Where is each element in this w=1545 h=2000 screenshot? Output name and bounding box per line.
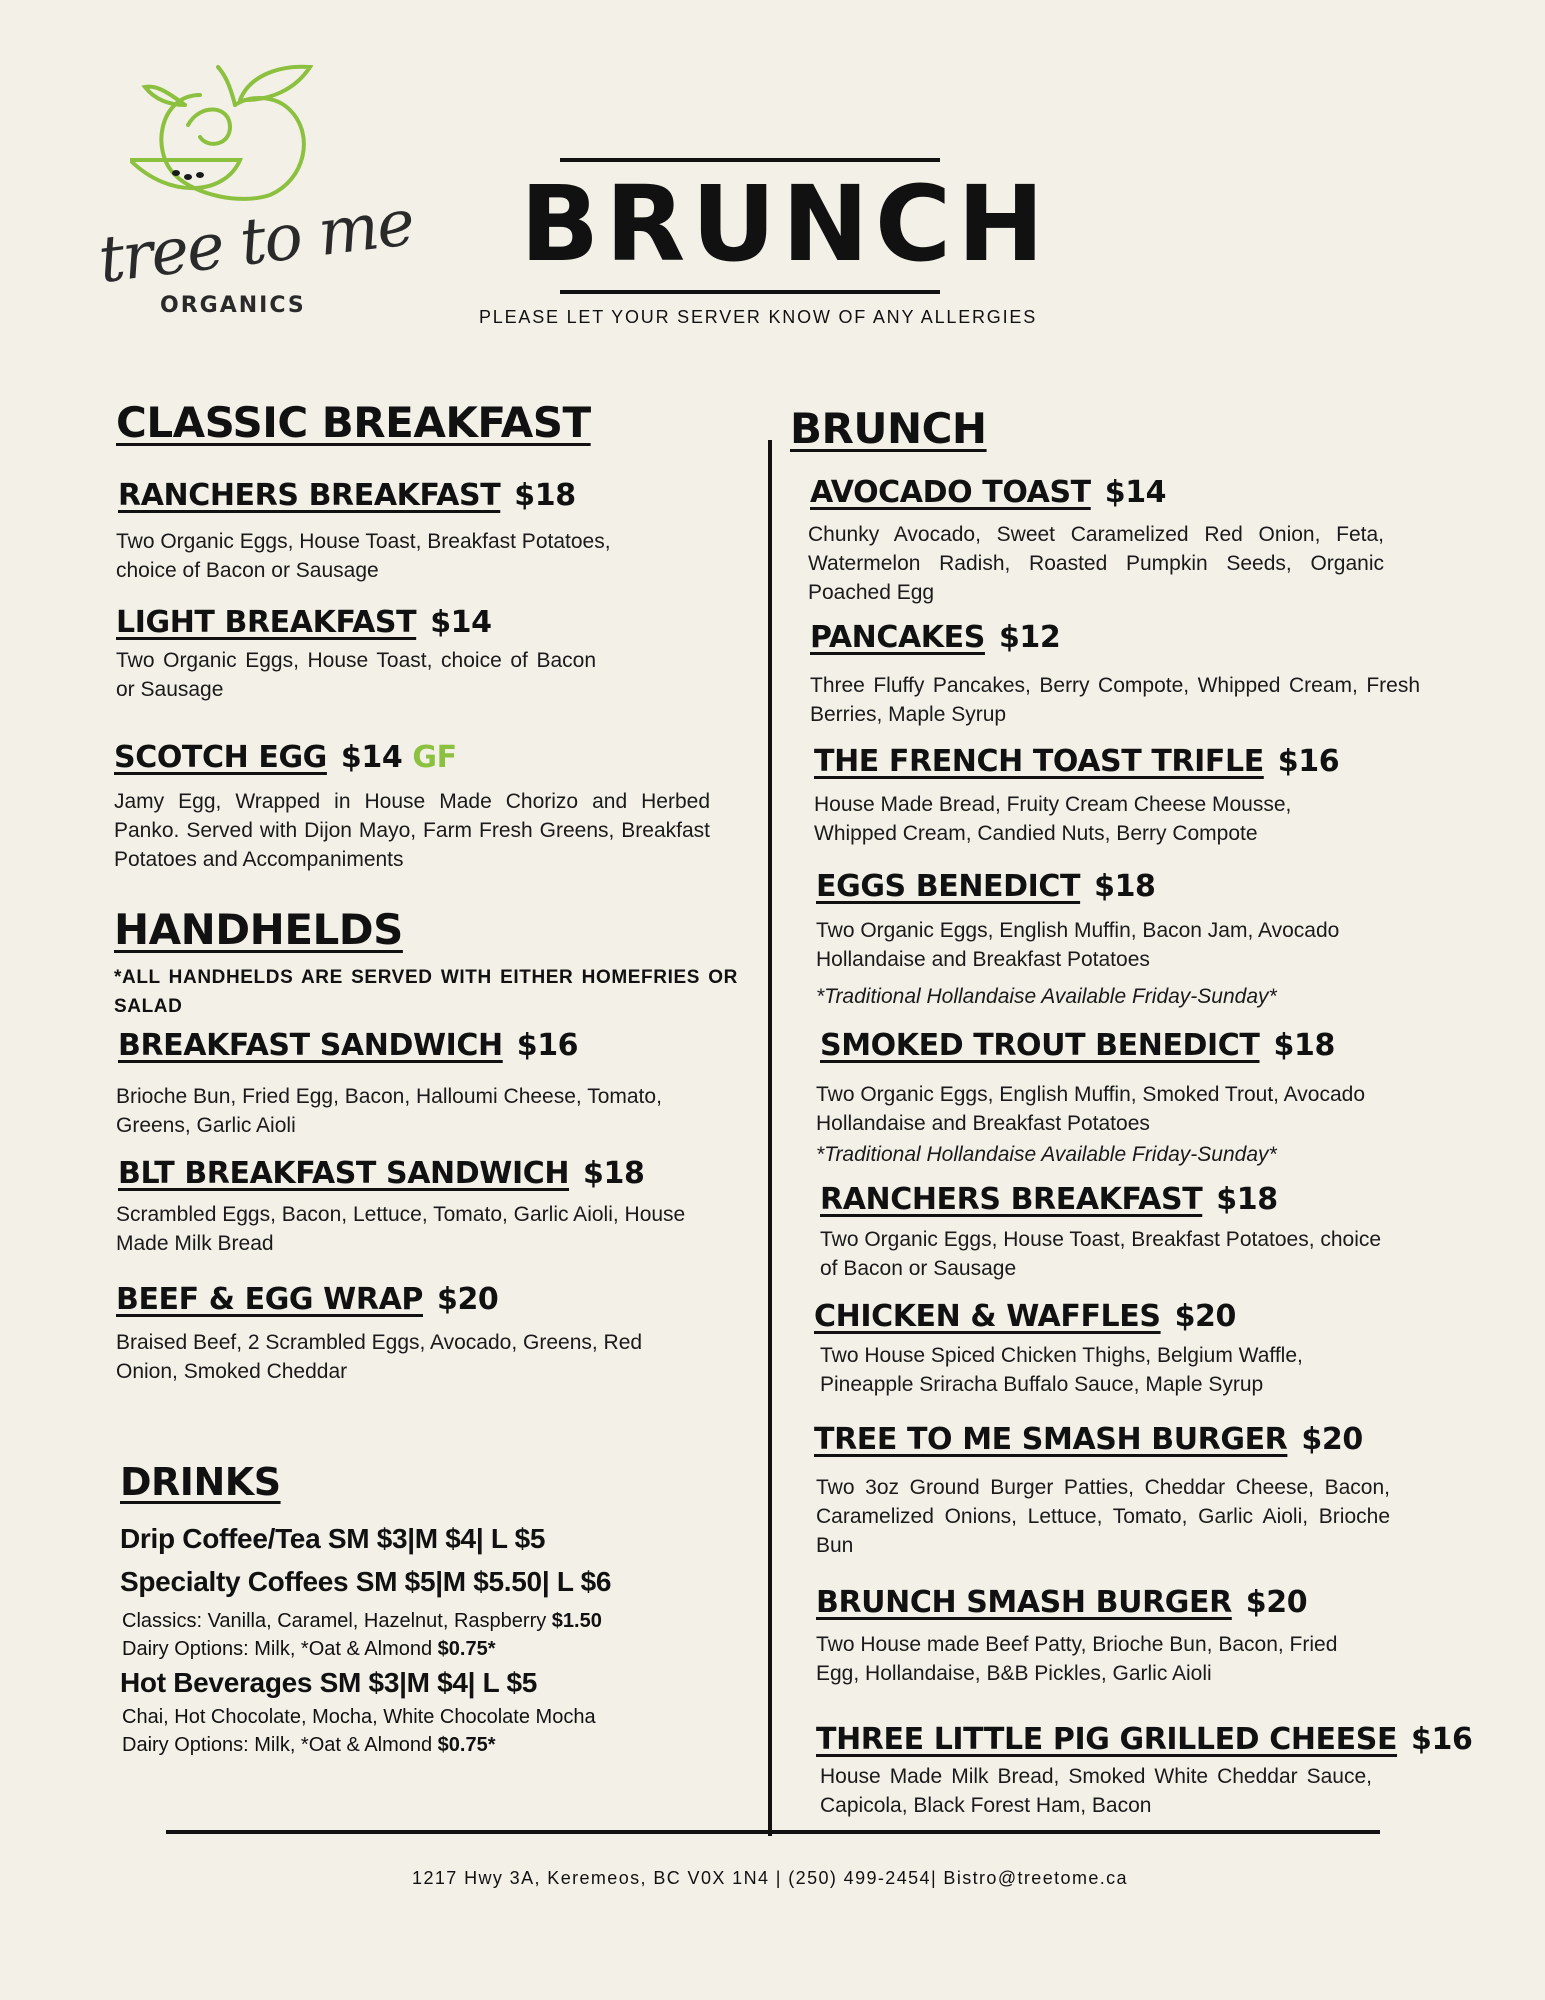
section-title-handhelds: HANDHELDS (114, 905, 403, 954)
drink-drip-coffee: Drip Coffee/Tea SM $3|M $4| L $5 (120, 1523, 546, 1554)
item-description: Three Fluffy Pancakes, Berry Compote, Whipped Cream, Fresh Berries, Maple Syrup (810, 674, 1420, 726)
item-name: CHICKEN & WAFFLES (814, 1299, 1161, 1334)
item-name: SMOKED TROUT BENEDICT (820, 1028, 1260, 1063)
item-price: $16 (1277, 744, 1340, 779)
hot-beverages-desc: Chai, Hot Chocolate, Mocha, White Chocolate Mocha (122, 1706, 596, 1728)
section-title-drinks: DRINKS (120, 1460, 281, 1504)
item-description: Scrambled Eggs, Bacon, Lettuce, Tomato, Garlic Aioli, House Made Milk Bread (116, 1203, 686, 1255)
page-title: BRUNCH (520, 163, 1051, 285)
drink-classics-line (122, 1607, 602, 1635)
item-description: Two Organic Eggs, House Toast, Breakfast Potatoes, choice of Bacon or Sausage (116, 530, 611, 582)
item-name: BREAKFAST SANDWICH (118, 1028, 503, 1063)
item-name: THE FRENCH TOAST TRIFLE (814, 744, 1264, 779)
item-price: $18 (1273, 1028, 1335, 1063)
menu-item-chicken-waffles (814, 1299, 1236, 1334)
title-rule-bottom (560, 290, 940, 294)
item-description: Jamy Egg, Wrapped in House Made Chorizo and Herbed Panko. Served with Dijon Mayo, Farm Fresh Greens, Breakfast Potatoes and Accompaniments (114, 790, 710, 871)
item-name: THREE LITTLE PIG GRILLED CHEESE (816, 1722, 1398, 1757)
item-price: $14 (1104, 475, 1167, 510)
item-note: *Traditional Hollandaise Available Friday-Sunday* (816, 1143, 1277, 1166)
dairy-price: $0.75* (437, 1734, 496, 1756)
section-title-brunch: BRUNCH (790, 404, 987, 453)
brand-subtitle: ORGANICS (160, 293, 306, 318)
item-price: $20 (1174, 1299, 1237, 1334)
menu-item-tree-to-me-smash-burger (814, 1422, 1363, 1457)
item-price: $20 (1245, 1585, 1308, 1620)
menu-item-beef-egg-wrap (116, 1282, 498, 1317)
brand-logo (90, 55, 417, 325)
item-name: TREE TO ME SMASH BURGER (814, 1422, 1288, 1457)
item-description: House Made Milk Bread, Smoked White Cheddar Sauce, Capicola, Black Forest Ham, Bacon (820, 1765, 1372, 1817)
item-price: $20 (1301, 1422, 1363, 1457)
item-description: Braised Beef, 2 Scrambled Eggs, Avocado, Greens, Red Onion, Smoked Cheddar (116, 1331, 643, 1383)
item-description: Two Organic Eggs, House Toast, choice of Bacon or Sausage (116, 649, 596, 701)
item-name: BLT BREAKFAST SANDWICH (118, 1156, 570, 1191)
classics-label: Classics: Vanilla, Caramel, Hazelnut, Raspberry (122, 1610, 552, 1632)
menu-item-french-toast-trifle (814, 744, 1339, 779)
handhelds-note: *ALL HANDHELDS ARE SERVED WITH EITHER HOMEFRIES OR SALAD (114, 967, 738, 1017)
item-price: $18 (514, 478, 576, 513)
item-name: PANCAKES (810, 620, 985, 655)
section-title-classic: CLASSIC BREAKFAST (116, 398, 591, 447)
menu-item-three-little-pig (816, 1722, 1472, 1757)
item-description: Two Organic Eggs, English Muffin, Bacon Jam, Avocado Hollandaise and Breakfast Potatoes (816, 919, 1340, 971)
item-name: RANCHERS BREAKFAST (118, 478, 501, 513)
item-name: AVOCADO TOAST (810, 475, 1091, 510)
footer-rule (166, 1830, 1380, 1834)
item-price: $20 (436, 1282, 499, 1317)
apple-logo-icon (130, 55, 330, 215)
column-divider (768, 440, 772, 1836)
drink-dairy-line (122, 1635, 496, 1663)
item-description: Two 3oz Ground Burger Patties, Cheddar Cheese, Bacon, Caramelized Onions, Lettuce, Tomato, Garlic Aioli, Brioche Bun (816, 1476, 1390, 1557)
item-note: *Traditional Hollandaise Available Friday-Sunday* (816, 985, 1277, 1008)
drink-specialty-coffees: Specialty Coffees SM $5|M $5.50| L $6 (120, 1566, 612, 1597)
dairy-label: Dairy Options: Milk, *Oat & Almond (122, 1638, 438, 1660)
dairy-price: $0.75* (437, 1638, 496, 1660)
item-name: LIGHT BREAKFAST (116, 605, 417, 640)
item-description: Two Organic Eggs, House Toast, Breakfast Potatoes, choice of Bacon or Sausage (820, 1228, 1382, 1280)
item-price: $14 (430, 605, 492, 640)
item-price: $18 (583, 1156, 645, 1191)
drink-dairy-line-2 (122, 1731, 496, 1759)
allergy-notice: PLEASE LET YOUR SERVER KNOW OF ANY ALLERGIES (478, 307, 1038, 327)
brand-script-text: tree to me (94, 186, 417, 298)
menu-item-pancakes (810, 620, 1060, 655)
item-name: BEEF & EGG WRAP (116, 1282, 423, 1317)
menu-item-brunch-smash-burger (816, 1585, 1307, 1620)
item-price: $14 (340, 740, 403, 775)
menu-item-breakfast-sandwich (118, 1028, 578, 1063)
menu-item-blt-breakfast-sandwich (118, 1156, 644, 1191)
item-name: RANCHERS BREAKFAST (820, 1182, 1203, 1217)
item-description: House Made Bread, Fruity Cream Cheese Mousse, Whipped Cream, Candied Nuts, Berry Compote (814, 793, 1292, 845)
item-name: BRUNCH SMASH BURGER (816, 1585, 1232, 1620)
menu-item-ranchers-breakfast (118, 478, 576, 513)
menu-item-avocado-toast (810, 475, 1166, 510)
item-description: Two House Spiced Chicken Thighs, Belgium Waffle, Pineapple Sriracha Buffalo Sauce, Maple Syrup (820, 1344, 1303, 1396)
title-rule-top (560, 158, 940, 162)
item-price: $18 (1094, 869, 1156, 904)
item-name: EGGS BENEDICT (816, 869, 1081, 904)
item-price: $16 (516, 1028, 579, 1063)
drink-hot-beverages: Hot Beverages SM $3|M $4| L $5 (120, 1667, 538, 1698)
menu-item-eggs-benedict (816, 869, 1156, 904)
footer-contact: 1217 Hwy 3A, Keremeos, BC V0X 1N4 | (250) 499-2454| Bistro@treetome.ca (412, 1868, 1128, 1888)
item-price: $18 (1216, 1182, 1278, 1217)
menu-item-ranchers-breakfast-brunch (820, 1182, 1278, 1217)
item-price: $16 (1411, 1722, 1473, 1757)
menu-item-scotch-egg (114, 740, 457, 775)
menu-item-light-breakfast (116, 605, 492, 640)
menu-item-smoked-trout-benedict (820, 1028, 1335, 1063)
item-name: SCOTCH EGG (114, 740, 327, 775)
item-description: Two House made Beef Patty, Brioche Bun, Bacon, Fried Egg, Hollandaise, B&B Pickles, Garlic Aioli (816, 1633, 1338, 1685)
item-description: Brioche Bun, Fried Egg, Bacon, Halloumi Cheese, Tomato, Greens, Garlic Aioli (116, 1085, 662, 1137)
dairy-label: Dairy Options: Milk, *Oat & Almond (122, 1734, 438, 1756)
classics-price: $1.50 (551, 1610, 602, 1632)
item-price: $12 (998, 620, 1061, 655)
item-description: Chunky Avocado, Sweet Caramelized Red Onion, Feta, Watermelon Radish, Roasted Pumpkin Seeds, Organic Poached Egg (808, 523, 1384, 604)
item-description: Two Organic Eggs, English Muffin, Smoked Trout, Avocado Hollandaise and Breakfast Potatoes (816, 1083, 1366, 1135)
gluten-free-badge: GF (412, 740, 457, 775)
